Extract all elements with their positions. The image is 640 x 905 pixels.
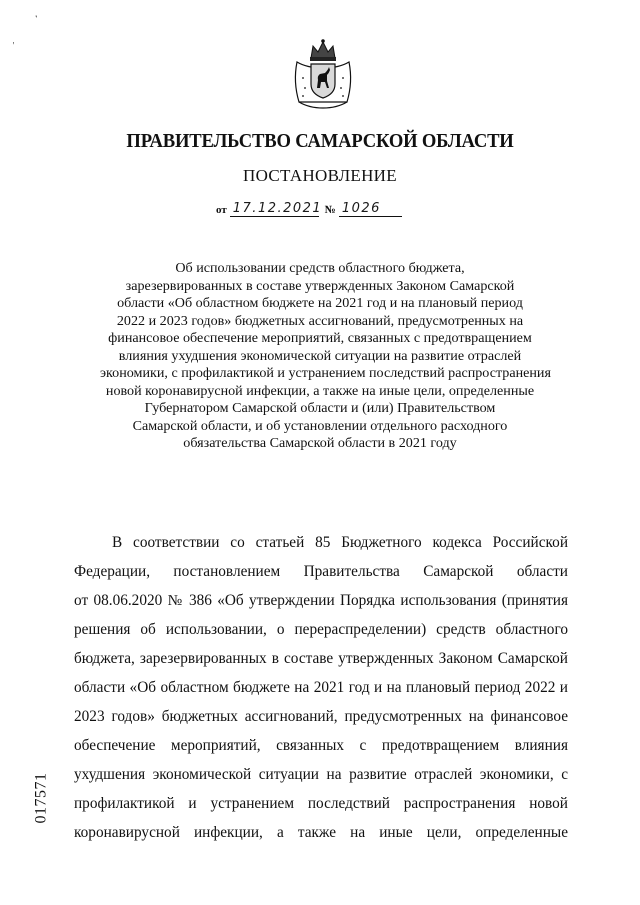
government-title: ПРАВИТЕЛЬСТВО САМАРСКОЙ ОБЛАСТИ — [126, 130, 514, 152]
subject-line: новой коронавирусной инфекции, а также на иные цели, определенные — [105, 382, 535, 399]
date-number-line — [216, 197, 402, 217]
number-label: № — [324, 204, 336, 216]
body-line: профилактикой и устранением последствий распространения новой — [74, 795, 568, 812]
subject-line: Губернатором Самарской области и (или) Правительством — [144, 400, 496, 416]
body-line: обеспечение мероприятий, связанных с предотвращением влияния — [74, 737, 568, 754]
body-line: от 08.06.2020 № 386 «Об утверждении Порядка использования (принятия — [74, 592, 568, 609]
pen-mark: ʼ — [33, 13, 42, 23]
document-number: 1026 — [339, 201, 402, 217]
registration-number — [32, 766, 62, 836]
body-line: В соответствии со статьей 85 Бюджетного кодекса Российской — [112, 534, 568, 551]
document-body — [74, 528, 568, 847]
date-label: от — [216, 204, 227, 216]
body-line: 2023 годов» бюджетных ассигнований, предусмотренных на финансовое — [74, 708, 568, 725]
body-line: коронавирусной инфекции, а также на иные цели, определенные — [74, 824, 568, 841]
body-line: решения об использовании, о перераспределении) средств областного — [74, 621, 568, 638]
subject-line: Об использовании средств областного бюджета, — [175, 260, 465, 276]
subject-line: зарезервированных в составе утвержденных Законом Самарской — [125, 277, 515, 294]
body-line: ухудшения экономической ситуации на развитие отраслей экономики, с — [74, 766, 568, 783]
subject-line: обязательства Самарской области в 2021 году — [183, 435, 457, 451]
subject-line: финансовое обеспечение мероприятий, связанных с предотвращением — [108, 330, 532, 346]
body-line: области «Об областном бюджете на 2021 год и на плановый период 2022 и — [74, 679, 568, 696]
document-date: 17.12.2021 — [230, 201, 319, 217]
samara-coat-of-arms-icon — [291, 38, 355, 112]
body-line: Федерации, постановлением Правительства Самарской области — [74, 563, 568, 580]
pen-mark: ʹ — [12, 39, 16, 51]
body-line: бюджета, зарезервированных в составе утвержденных Законом Самарской — [74, 650, 568, 667]
subject-line: области «Об областном бюджете на 2021 год и на плановый период — [117, 295, 523, 311]
registration-number-text: 017571 — [32, 772, 50, 824]
subject-line: 2022 и 2023 годов» бюджетных ассигнований, предусмотренных на — [116, 312, 524, 329]
subject-line: экономики, с профилактикой и устранением последствий распространения — [100, 365, 551, 381]
subject-line: влияния ухудшения экономической ситуации на развитие отраслей — [118, 347, 522, 364]
document-subject — [100, 260, 551, 453]
document-type: ПОСТАНОВЛЕНИЕ — [243, 166, 397, 185]
subject-line: Самарской области, и об установлении отдельного расходного — [132, 417, 508, 434]
